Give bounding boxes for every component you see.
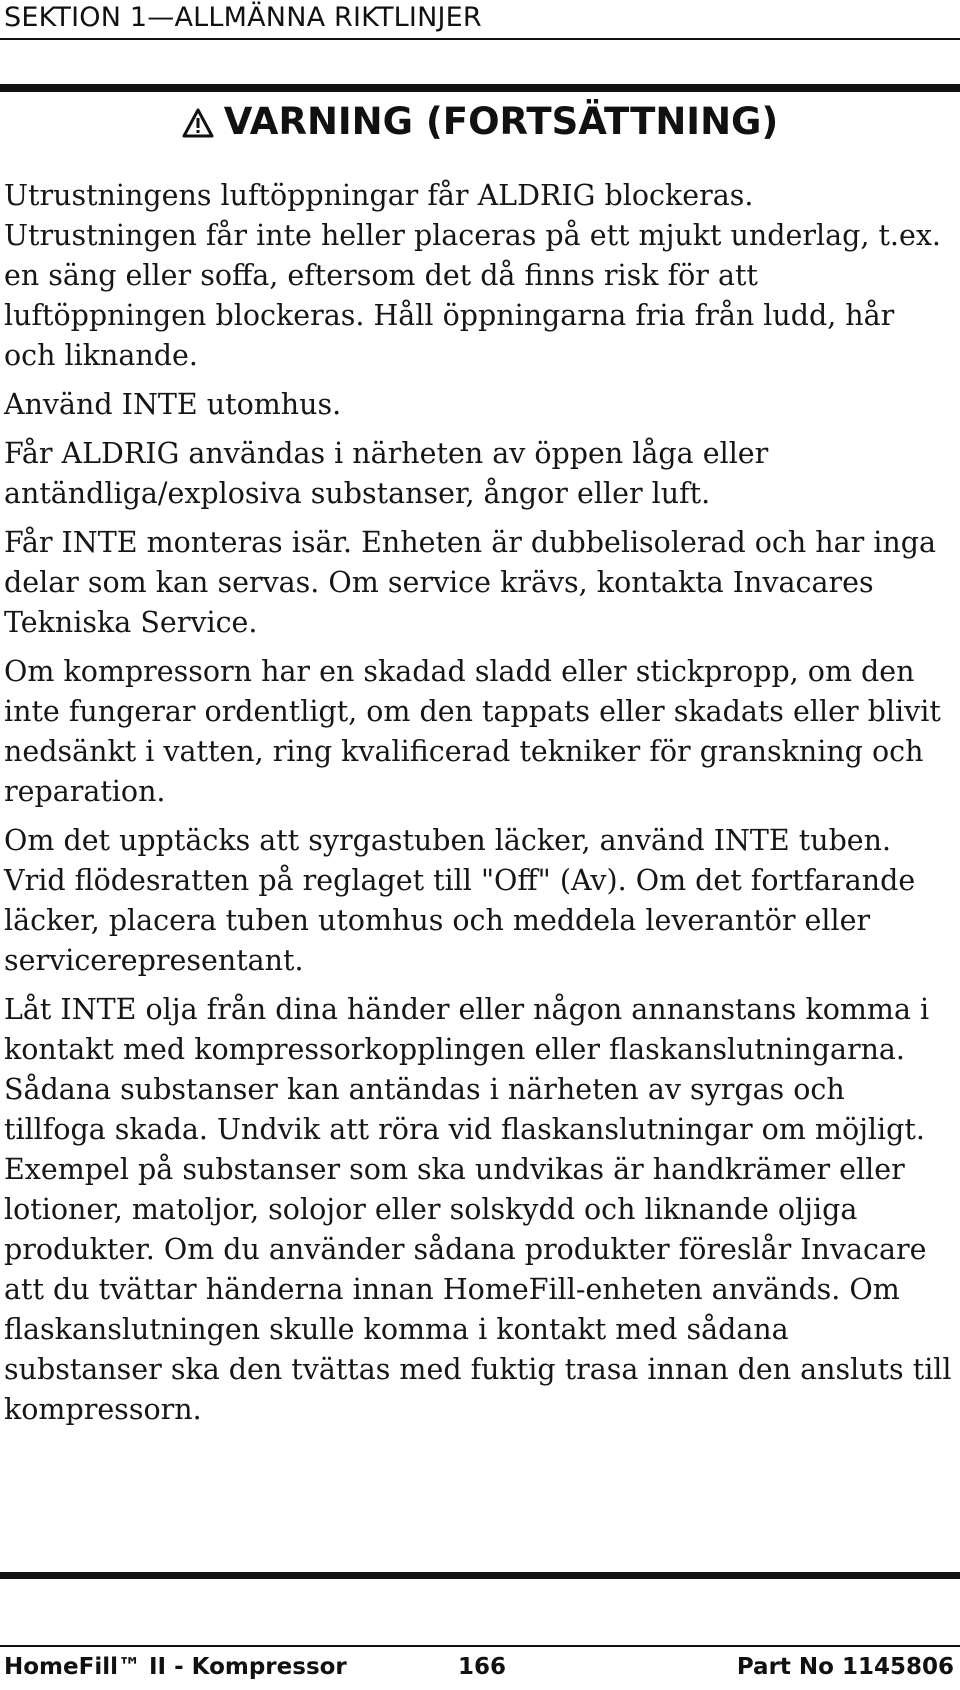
- footer-divider: [0, 1645, 960, 1647]
- warning-triangle-icon: [182, 108, 214, 138]
- warning-title: VARNING (FORTSÄTTNING): [223, 100, 779, 143]
- paragraph-no-outdoor: Använd INTE utomhus.: [4, 388, 342, 421]
- header-divider: [0, 38, 960, 40]
- warning-top-rule: [0, 84, 960, 92]
- paragraph-oil-warning: Låt INTE olja från dina händer eller någon annanstans komma i kontakt med kompressorkopplingen eller flaskanslutningarna. Sådana substanser kan antändas i närheten av syrgas och tillfoga skada. Undvik att röra vid flaskanslutningar om möjligt. Exempel på substanser som ska undvikas är handkrämer eller lotioner, matoljor, solojor eller solskydd och liknande oljiga produkter. Om du använder sådana produkter föreslår Invacare att du tvättar händerna innan HomeFill-enheten används. Om flaskanslutningen skulle komma i kontakt med sådana substanser ska den tvättas med fuktig trasa innan den ansluts till kompressorn.: [4, 993, 952, 1426]
- warning-bottom-rule: [0, 1572, 960, 1579]
- footer-product: HomeFill™ II - Kompressor: [4, 1654, 347, 1680]
- warning-heading: [0, 100, 960, 143]
- section-header: SEKTION 1—ALLMÄNNA RIKTLINJER: [4, 2, 482, 33]
- footer-part-number: Part No 1145806: [736, 1654, 954, 1680]
- footer-page-number: 166: [458, 1654, 507, 1680]
- paragraph-damaged-cord: Om kompressorn har en skadad sladd eller stickpropp, om den inte fungerar ordentligt, om den tappats eller skadats eller blivit nedsänkt i vatten, ring kvalificerad tekniker för granskning och reparation.: [4, 655, 941, 808]
- warning-body: [4, 176, 952, 1439]
- paragraph-open-flame: Får ALDRIG användas i närheten av öppen låga eller antändliga/explosiva substanser, ångor eller luft.: [4, 437, 769, 510]
- paragraph-cylinder-leak: Om det upptäcks att syrgastuben läcker, använd INTE tuben. Vrid flödesratten på reglaget till "Off" (Av). Om det fortfarande läcker, placera tuben utomhus och meddela leverantör eller servicerepresentant.: [4, 824, 916, 977]
- paragraph-air-vents: Utrustningens luftöppningar får ALDRIG blockeras. Utrustningen får inte heller placeras på ett mjukt underlag, t.ex. en säng eller soffa, eftersom det då finns risk för att luftöppningen blockeras. Håll öppningarna fria från ludd, hår och liknande.: [4, 179, 941, 372]
- paragraph-no-disassembly: Får INTE monteras isär. Enheten är dubbelisolerad och har inga delar som kan servas. Om service krävs, kontakta Invacares Tekniska Service.: [4, 526, 937, 639]
- page-footer: [4, 1654, 954, 1688]
